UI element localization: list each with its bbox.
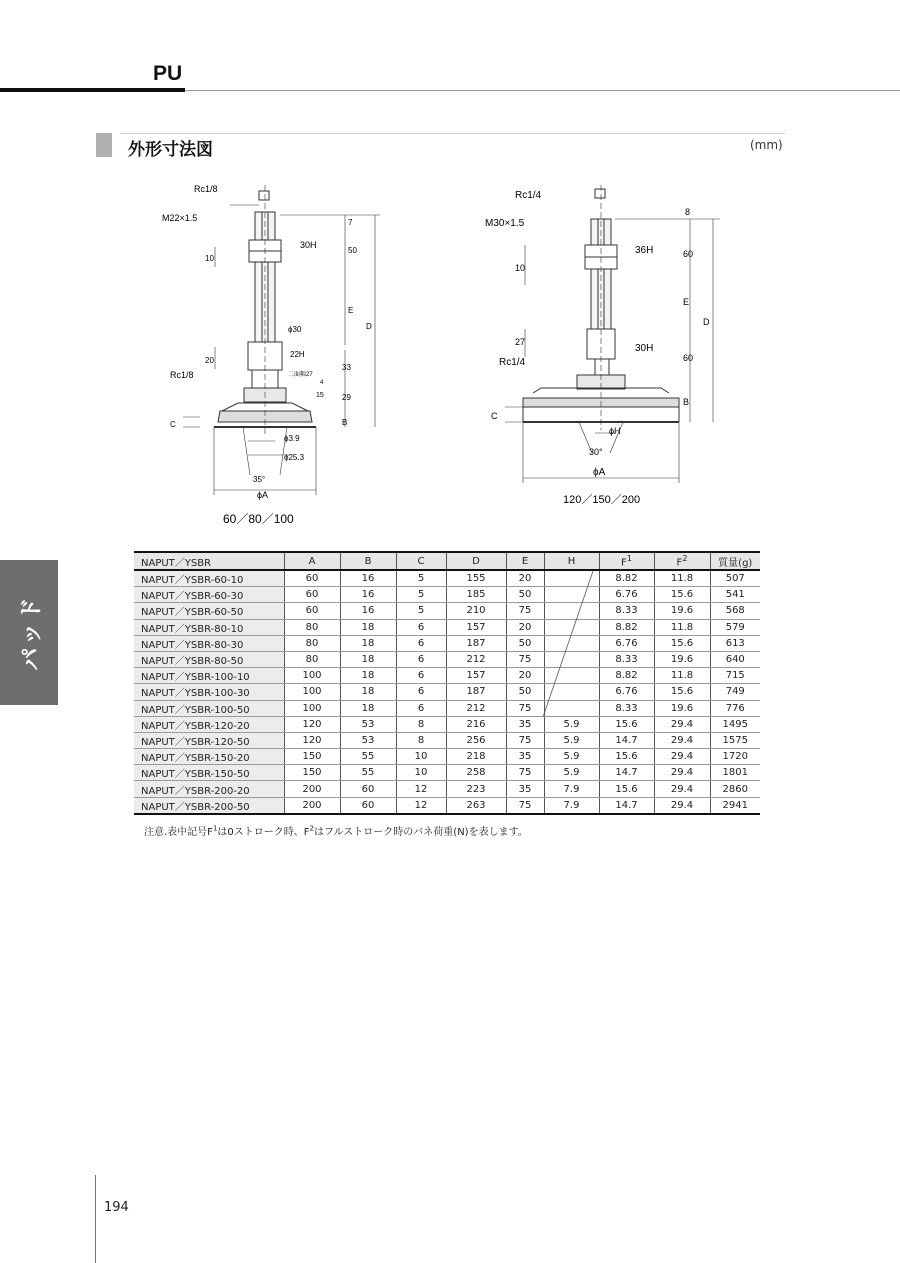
cell-e: 50	[506, 684, 544, 700]
cell-f1: 14.7	[599, 797, 654, 814]
cell-f1: 15.6	[599, 781, 654, 797]
cell-b: 53	[340, 732, 396, 748]
spec-table	[134, 551, 760, 815]
right-label-thread: M30×1.5	[485, 218, 525, 229]
cell-f2: 29.4	[654, 716, 710, 732]
table-header-row	[134, 552, 760, 570]
left-dim-20: 20	[205, 356, 214, 365]
cell-f1: 14.7	[599, 732, 654, 748]
note-part1: 注意.表中記号F	[144, 827, 213, 838]
cell-c: 6	[396, 651, 446, 667]
cell-f1: 8.33	[599, 700, 654, 716]
right-dim-8: 8	[685, 207, 691, 217]
cell-model: NAPUT／YSBR-150-20	[134, 749, 284, 765]
cell-f2: 11.8	[654, 668, 710, 684]
right-label-hex-bottom: 30H	[635, 343, 654, 354]
cell-a: 120	[284, 716, 340, 732]
cell-model: NAPUT／YSBR-150-50	[134, 765, 284, 781]
cell-h: 5.9	[544, 765, 599, 781]
cell-model: NAPUT／YSBR-80-30	[134, 635, 284, 651]
left-label-dia-30: ϕ30	[288, 325, 302, 334]
left-dim-b: B	[342, 418, 348, 427]
h-column-diagonal	[540, 569, 600, 721]
cell-b: 55	[340, 749, 396, 765]
cell-f1: 6.76	[599, 587, 654, 603]
cell-b: 60	[340, 797, 396, 814]
cell-b: 55	[340, 765, 396, 781]
cell-f2: 11.8	[654, 570, 710, 587]
cell-b: 53	[340, 716, 396, 732]
cell-a: 150	[284, 765, 340, 781]
cell-f2: 29.4	[654, 749, 710, 765]
cell-f2: 29.4	[654, 781, 710, 797]
col-f2: $F^2$	[654, 552, 710, 570]
col-f1-sup: 1	[626, 553, 633, 564]
cell-e: 75	[506, 700, 544, 716]
left-label-hex-bottom: 22H	[290, 350, 305, 359]
table-row	[134, 749, 760, 765]
note-part2: は0ストローク時、F	[217, 827, 310, 838]
cell-e: 20	[506, 570, 544, 587]
col-mass: 質量(g)	[710, 552, 760, 570]
left-dim-e: E	[348, 306, 354, 315]
cell-b: 18	[340, 700, 396, 716]
table-row	[134, 603, 760, 619]
cell-mass: 749	[710, 684, 760, 700]
cell-f1: 14.7	[599, 765, 654, 781]
table-row	[134, 635, 760, 651]
cell-model: NAPUT／YSBR-200-20	[134, 781, 284, 797]
cell-d: 218	[446, 749, 506, 765]
cell-mass: 568	[710, 603, 760, 619]
cell-mass: 2941	[710, 797, 760, 814]
cell-c: 5	[396, 587, 446, 603]
table-row	[134, 570, 760, 587]
cell-a: 100	[284, 668, 340, 684]
table-note	[144, 823, 528, 838]
cell-c: 6	[396, 700, 446, 716]
cell-d: 212	[446, 651, 506, 667]
cell-b: 18	[340, 668, 396, 684]
left-dim-50: 50	[348, 246, 357, 255]
cell-a: 60	[284, 570, 340, 587]
cell-d: 185	[446, 587, 506, 603]
left-label-angle: 35°	[253, 475, 266, 484]
cell-model: NAPUT／YSBR-100-50	[134, 700, 284, 716]
cell-f2: 15.6	[654, 684, 710, 700]
right-label-angle: 30°	[589, 447, 603, 457]
table-row	[134, 732, 760, 748]
left-dim-29: 29	[342, 393, 351, 402]
cell-a: 80	[284, 635, 340, 651]
cell-h: 7.9	[544, 797, 599, 814]
cell-model: NAPUT／YSBR-200-50	[134, 797, 284, 814]
cell-e: 50	[506, 635, 544, 651]
cell-f1: 15.6	[599, 749, 654, 765]
cell-f1: 8.82	[599, 619, 654, 635]
cell-f1: 8.82	[599, 570, 654, 587]
cell-e: 20	[506, 668, 544, 684]
cell-c: 12	[396, 781, 446, 797]
col-a: A	[284, 552, 340, 570]
cell-e: 20	[506, 619, 544, 635]
cell-mass: 541	[710, 587, 760, 603]
cell-mass: 613	[710, 635, 760, 651]
cell-b: 18	[340, 651, 396, 667]
cell-d: 187	[446, 635, 506, 651]
left-label-rc-top: Rc1/8	[194, 184, 218, 194]
cell-model: NAPUT／YSBR-60-30	[134, 587, 284, 603]
col-e: E	[506, 552, 544, 570]
left-dim-33: 33	[342, 363, 351, 372]
cell-c: 5	[396, 603, 446, 619]
table-row	[134, 651, 760, 667]
cell-a: 150	[284, 749, 340, 765]
cell-e: 75	[506, 765, 544, 781]
cell-e: 75	[506, 797, 544, 814]
cell-mass: 1720	[710, 749, 760, 765]
right-label-dia-a: ϕA	[593, 467, 606, 478]
cell-a: 120	[284, 732, 340, 748]
table-row	[134, 684, 760, 700]
cell-a: 60	[284, 587, 340, 603]
right-dim-e: E	[683, 297, 690, 307]
table-row	[134, 716, 760, 732]
cell-d: 223	[446, 781, 506, 797]
section-rule	[120, 133, 785, 134]
cell-c: 6	[396, 684, 446, 700]
right-dim-27: 27	[515, 337, 526, 347]
right-label-rc-top: Rc1/4	[515, 190, 542, 201]
note-sup1: 1	[212, 824, 218, 833]
cell-mass: 507	[710, 570, 760, 587]
side-tab-label: パッド	[18, 595, 45, 670]
cell-a: 200	[284, 797, 340, 814]
cell-mass: 1575	[710, 732, 760, 748]
right-dim-b: B	[683, 397, 690, 407]
left-size-label: 60／80／100	[223, 512, 294, 526]
cell-a: 100	[284, 700, 340, 716]
cell-f2: 19.6	[654, 603, 710, 619]
cell-f2: 29.4	[654, 797, 710, 814]
cell-model: NAPUT／YSBR-60-10	[134, 570, 284, 587]
right-dim-60-top: 60	[683, 249, 694, 259]
col-h: H	[544, 552, 599, 570]
cell-f2: 15.6	[654, 587, 710, 603]
col-c: C	[396, 552, 446, 570]
cell-d: 155	[446, 570, 506, 587]
cell-d: 216	[446, 716, 506, 732]
table-row	[134, 781, 760, 797]
left-label-width-across: 二面幅27	[288, 372, 313, 378]
cell-d: 258	[446, 765, 506, 781]
cell-mass: 2860	[710, 781, 760, 797]
cell-e: 50	[506, 587, 544, 603]
cell-model: NAPUT／YSBR-60-50	[134, 603, 284, 619]
header-rule-thin	[185, 90, 900, 91]
right-dim-10: 10	[515, 263, 526, 273]
table-row	[134, 668, 760, 684]
left-dim-4: 4	[320, 380, 324, 386]
cell-c: 5	[396, 570, 446, 587]
cell-d: 157	[446, 668, 506, 684]
cell-model: NAPUT／YSBR-80-50	[134, 651, 284, 667]
cell-e: 35	[506, 781, 544, 797]
cell-b: 18	[340, 684, 396, 700]
cell-b: 16	[340, 603, 396, 619]
left-label-rc-side: Rc1/8	[170, 370, 194, 380]
cell-b: 18	[340, 635, 396, 651]
right-dim-d: D	[703, 317, 710, 327]
cell-d: 187	[446, 684, 506, 700]
left-label-dia-253: ϕ25.3	[284, 453, 305, 462]
page-number: 194	[104, 1200, 129, 1215]
left-label-thread: M22×1.5	[162, 213, 198, 223]
cell-b: 18	[340, 619, 396, 635]
cell-h: 5.9	[544, 749, 599, 765]
cell-model: NAPUT／YSBR-100-30	[134, 684, 284, 700]
cell-c: 6	[396, 635, 446, 651]
right-label-hex-top: 36H	[635, 245, 654, 256]
cell-d: 256	[446, 732, 506, 748]
cell-model: NAPUT／YSBR-80-10	[134, 619, 284, 635]
side-tab	[0, 560, 58, 705]
cell-e: 75	[506, 732, 544, 748]
cell-e: 35	[506, 749, 544, 765]
cell-f2: 19.6	[654, 651, 710, 667]
left-dim-c: C	[170, 420, 176, 429]
cell-mass: 579	[710, 619, 760, 635]
cell-mass: 715	[710, 668, 760, 684]
cell-b: 16	[340, 570, 396, 587]
page-title: PU	[153, 62, 183, 85]
cell-c: 8	[396, 732, 446, 748]
table-row	[134, 700, 760, 716]
cell-f1: 8.33	[599, 651, 654, 667]
left-dim-10: 10	[205, 254, 214, 263]
col-f2-sup: 2	[682, 553, 688, 564]
left-label-hex-top: 30H	[300, 240, 317, 250]
section-title: 外形寸法図	[128, 140, 213, 160]
right-label-dia-h: ϕH	[609, 426, 621, 436]
cell-f2: 29.4	[654, 765, 710, 781]
cell-h: 7.9	[544, 781, 599, 797]
col-d: D	[446, 552, 506, 570]
cell-c: 12	[396, 797, 446, 814]
cell-model: NAPUT／YSBR-120-50	[134, 732, 284, 748]
cell-e: 35	[506, 716, 544, 732]
cell-a: 80	[284, 651, 340, 667]
table-row	[134, 765, 760, 781]
col-f1: $F^1$	[599, 552, 654, 570]
col-b: B	[340, 552, 396, 570]
cell-model: NAPUT／YSBR-100-10	[134, 668, 284, 684]
right-dim-60-bottom: 60	[683, 353, 694, 363]
cell-d: 263	[446, 797, 506, 814]
cell-b: 60	[340, 781, 396, 797]
note-sup2: 2	[309, 824, 314, 833]
cell-a: 200	[284, 781, 340, 797]
section-marker	[96, 133, 112, 157]
cell-d: 210	[446, 603, 506, 619]
cell-a: 80	[284, 619, 340, 635]
col-model: NAPUT／YSBR	[134, 552, 284, 570]
right-dim-c: C	[491, 411, 498, 421]
cell-d: 212	[446, 700, 506, 716]
cell-mass: 1801	[710, 765, 760, 781]
cell-f1: 6.76	[599, 684, 654, 700]
cell-mass: 1495	[710, 716, 760, 732]
cell-mass: 776	[710, 700, 760, 716]
unit-label: (mm)	[750, 138, 783, 152]
cell-f2: 29.4	[654, 732, 710, 748]
cell-f2: 11.8	[654, 619, 710, 635]
cell-e: 75	[506, 603, 544, 619]
cell-a: 60	[284, 603, 340, 619]
left-label-dia-39: ϕ3.9	[284, 434, 300, 443]
cell-mass: 640	[710, 651, 760, 667]
cell-f1: 15.6	[599, 716, 654, 732]
cell-f1: 6.76	[599, 635, 654, 651]
table-row	[134, 797, 760, 814]
cell-c: 6	[396, 668, 446, 684]
cell-c: 8	[396, 716, 446, 732]
table-body	[134, 570, 760, 814]
cell-e: 75	[506, 651, 544, 667]
cell-f1: 8.33	[599, 603, 654, 619]
cell-b: 16	[340, 587, 396, 603]
right-label-rc-side: Rc1/4	[499, 357, 526, 368]
cell-a: 100	[284, 684, 340, 700]
cell-model: NAPUT／YSBR-120-20	[134, 716, 284, 732]
left-dim-d: D	[366, 322, 372, 331]
header-rule-thick	[0, 88, 185, 92]
note-part3: はフルストローク時のバネ荷重(N)を表します。	[314, 827, 528, 838]
left-dim-7: 7	[348, 218, 353, 227]
footer-rule	[95, 1175, 96, 1263]
table-row	[134, 619, 760, 635]
cell-d: 157	[446, 619, 506, 635]
cell-f2: 15.6	[654, 635, 710, 651]
cell-h: 5.9	[544, 716, 599, 732]
cell-c: 10	[396, 749, 446, 765]
left-label-dia-a: ϕA	[257, 490, 269, 500]
drawing-large-pad	[485, 185, 735, 515]
cell-c: 10	[396, 765, 446, 781]
drawing-small-pad	[160, 185, 370, 530]
cell-f2: 19.6	[654, 700, 710, 716]
left-dim-15: 15	[316, 392, 324, 399]
table-row	[134, 587, 760, 603]
right-size-label: 120／150／200	[563, 494, 641, 506]
cell-f1: 8.82	[599, 668, 654, 684]
cell-c: 6	[396, 619, 446, 635]
cell-h: 5.9	[544, 732, 599, 748]
